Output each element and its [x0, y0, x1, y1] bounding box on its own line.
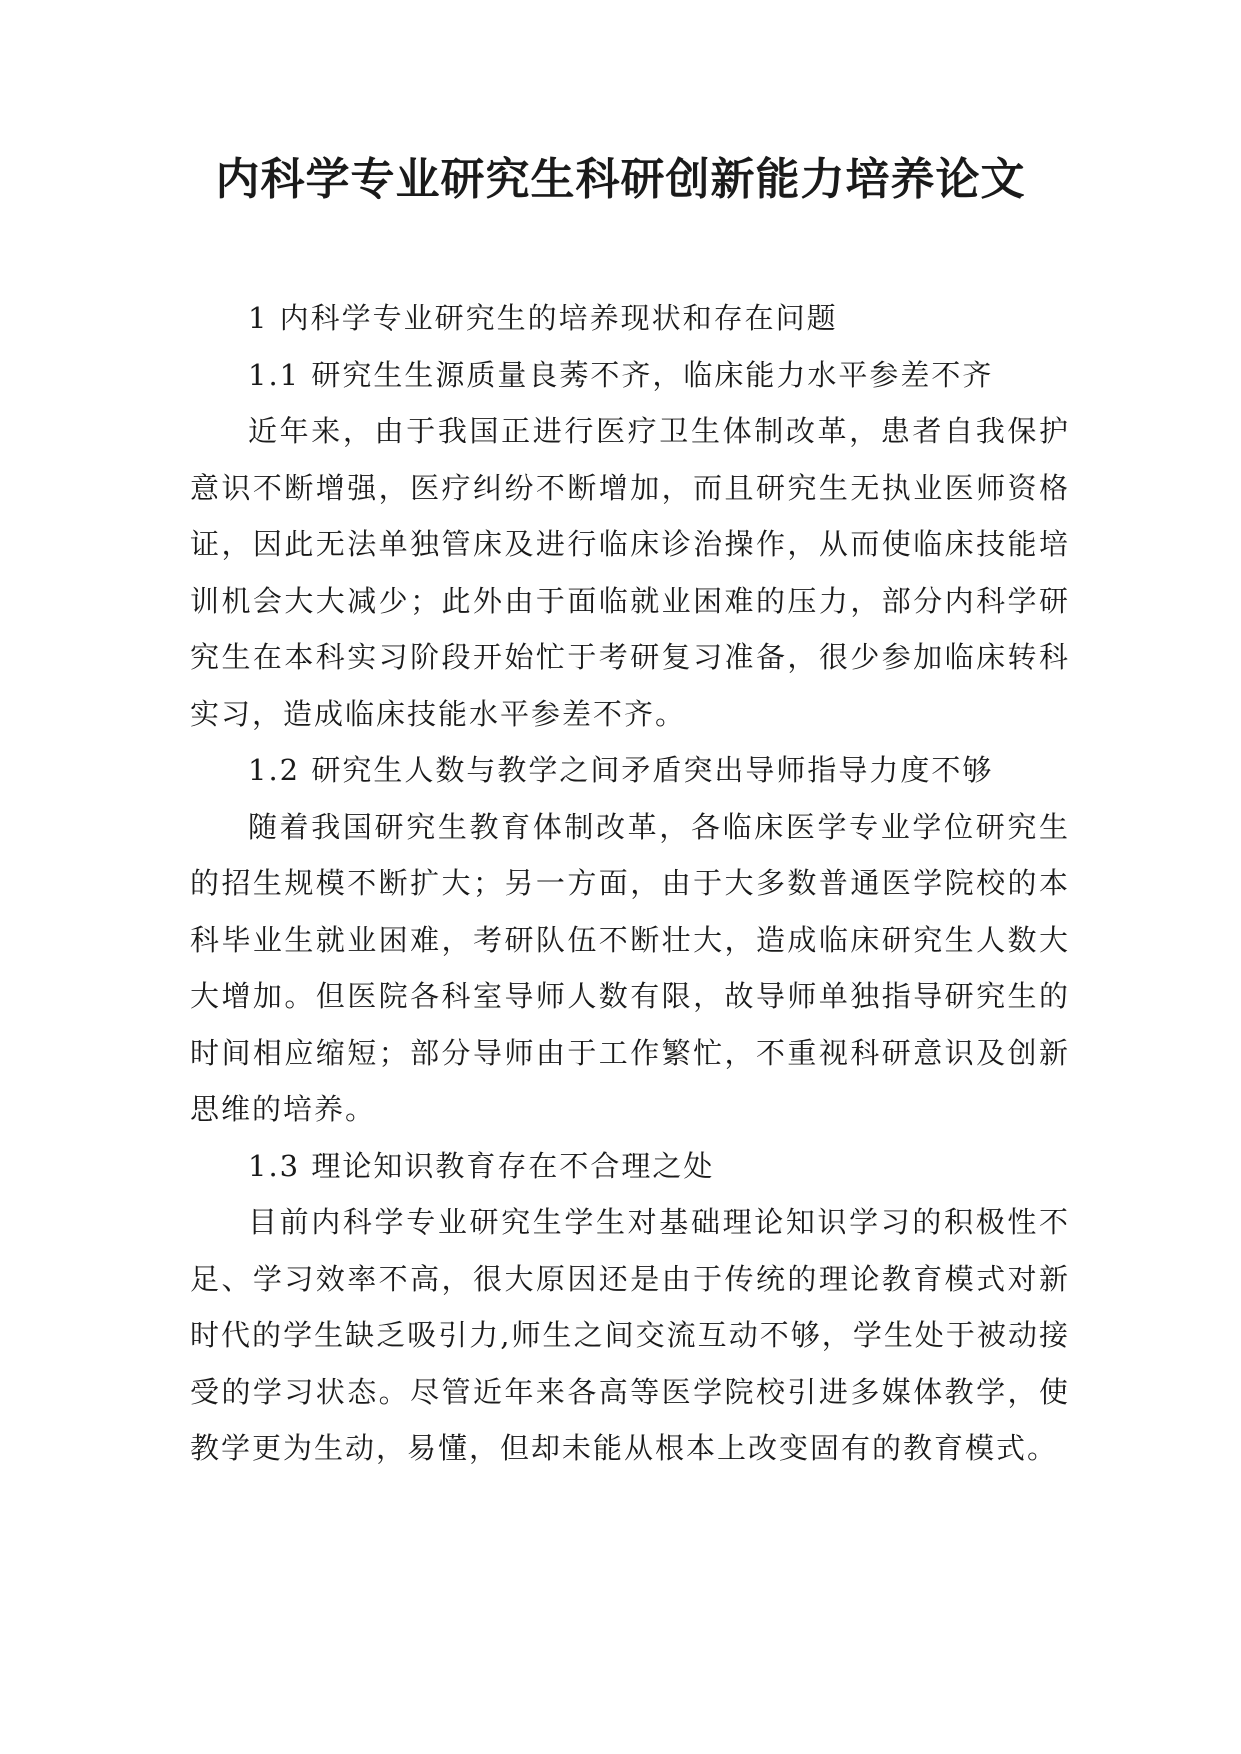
- subsection-heading-1-3: 1.3 理论知识教育存在不合理之处: [248, 1148, 715, 1183]
- document-body: [190, 290, 1070, 1477]
- document-title: 内科学专业研究生科研创新能力培养论文: [215, 154, 1026, 205]
- paragraph-1-1: 近年来，由于我国正进行医疗卫生体制改革，患者自我保护意识不断增强，医疗纠纷不断增加，而且研究生无执业医师资格证，因此无法单独管床及进行临床诊治操作，从而使临床技能培训机会大大减少；此外由于面临就业困难的压力，部分内科学研究生在本科实习阶段开始忙于考研复习准备，很少参加临床转科实习，造成临床技能水平参差不齐。: [190, 414, 1070, 731]
- paragraph-1-2: 随着我国研究生教育体制改革，各临床医学专业学位研究生的招生规模不断扩大；另一方面，由于大多数普通医学院校的本科毕业生就业困难，考研队伍不断壮大，造成临床研究生人数大大增加。但医院各科室导师人数有限，故导师单独指导研究生的时间相应缩短；部分导师由于工作繁忙，不重视科研意识及创新思维的培养。: [190, 809, 1070, 1126]
- section-heading-1: 1 内科学专业研究生的培养现状和存在问题: [248, 301, 838, 335]
- paragraph-1-3: 目前内科学专业研究生学生对基础理论知识学习的积极性不足、学习效率不高，很大原因还是由于传统的理论教育模式对新时代的学生缺乏吸引力,师生之间交流互动不够，学生处于被动接受的学习状态。尽管近年来各高等医学院校引进多媒体教学，使教学更为生动，易懂，但却未能从根本上改变固有的教育模式。: [190, 1205, 1070, 1465]
- subsection-heading-1-1: 1.1 研究生生源质量良莠不齐，临床能力水平参差不齐: [248, 357, 994, 392]
- subsection-heading-1-2: 1.2 研究生人数与教学之间矛盾突出导师指导力度不够: [248, 753, 994, 787]
